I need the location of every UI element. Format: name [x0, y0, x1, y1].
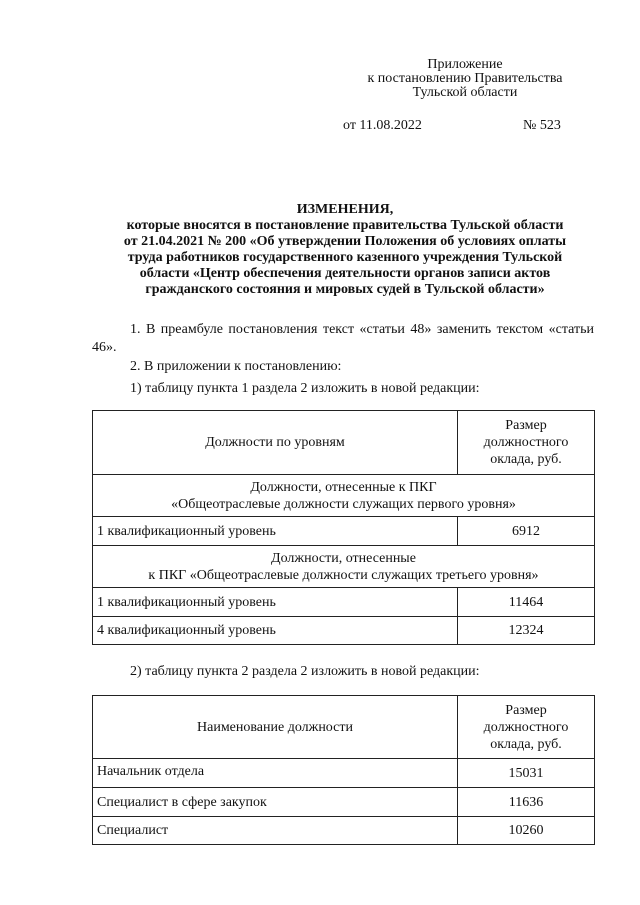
document-date: от 11.08.2022 [343, 118, 422, 133]
row-label: Специалист [93, 817, 458, 845]
row-label: 1 квалификационный уровень [93, 588, 458, 617]
title-heading: ИЗМЕНЕНИЯ, [296, 202, 394, 217]
row-label: 4 квалификационный уровень [93, 617, 458, 645]
group-third-level-line-2: к ПКГ «Общеотраслевые должности служащих третьего уровня» [148, 567, 539, 583]
row-value: 15031 [458, 759, 595, 788]
table-header-row [93, 696, 595, 759]
header-positions-by-level: Должности по уровням [93, 411, 458, 475]
document-number: № 523 [523, 118, 561, 133]
group-first-level-line-2: «Общеотраслевые должности служащих первого уровня» [171, 496, 516, 512]
paragraph-3: 1) таблицу пункта 1 раздела 2 изложить в новой редакции: [130, 381, 480, 396]
table-row [93, 617, 595, 645]
header-salary-line-2: должностного [483, 719, 569, 735]
group-first-level [93, 475, 595, 517]
group-first-level-line-1: Должности, отнесенные к ПКГ [250, 479, 437, 495]
header-salary [458, 696, 595, 759]
table-row [93, 788, 595, 817]
header-position-name: Наименование должности [93, 696, 458, 759]
row-value: 12324 [458, 617, 595, 645]
table-group-row [93, 546, 595, 588]
title-line-2: от 21.04.2021 № 200 «Об утверждении Положения об условиях оплаты [123, 234, 567, 249]
header-salary-line-2: должностного [483, 435, 569, 450]
row-label: Специалист в сфере закупок [93, 788, 458, 817]
header-salary-line-3: оклада, руб. [490, 736, 562, 752]
paragraph-2: 2. В приложении к постановлению: [130, 359, 342, 374]
group-third-level [93, 546, 595, 588]
table-row [93, 588, 595, 617]
document-title [90, 202, 600, 298]
paragraph-1: 1. В преамбуле постановления текст «статьи 48» заменить текстом «статьи 46». [92, 322, 594, 355]
appendix-block [330, 58, 600, 100]
row-value: 11464 [458, 588, 595, 617]
title-line-4: области «Центр обеспечения деятельности органов записи актов [139, 266, 551, 281]
appendix-line-3: Тульской области [412, 85, 518, 100]
table-header-row [93, 411, 595, 475]
row-label: Начальник отдела [93, 759, 458, 788]
group-third-level-line-1: Должности, отнесенные [271, 550, 416, 566]
header-salary-line-3: оклада, руб. [490, 452, 562, 467]
table-row [93, 817, 595, 845]
row-value: 11636 [458, 788, 595, 817]
salary-table-positions [92, 695, 595, 845]
table-row [93, 759, 595, 788]
title-line-3: труда работников государственного казенного учреждения Тульской [127, 250, 563, 265]
appendix-line-2: к постановлению Правительства [367, 71, 563, 86]
title-line-1: которые вносятся в постановление правительства Тульской области [126, 218, 564, 233]
header-salary-line-1: Размер [505, 702, 547, 718]
header-salary-line-1: Размер [505, 418, 547, 433]
row-value: 6912 [458, 517, 595, 546]
salary-table-levels [92, 410, 595, 645]
header-salary [458, 411, 595, 475]
appendix-line-1: Приложение [427, 57, 503, 72]
title-line-5: гражданского состояния и мировых судей в Тульской области» [145, 282, 545, 297]
table-row [93, 517, 595, 546]
table-group-row [93, 475, 595, 517]
paragraph-4: 2) таблицу пункта 2 раздела 2 изложить в новой редакции: [130, 664, 480, 679]
row-value: 10260 [458, 817, 595, 845]
row-label: 1 квалификационный уровень [93, 517, 458, 546]
